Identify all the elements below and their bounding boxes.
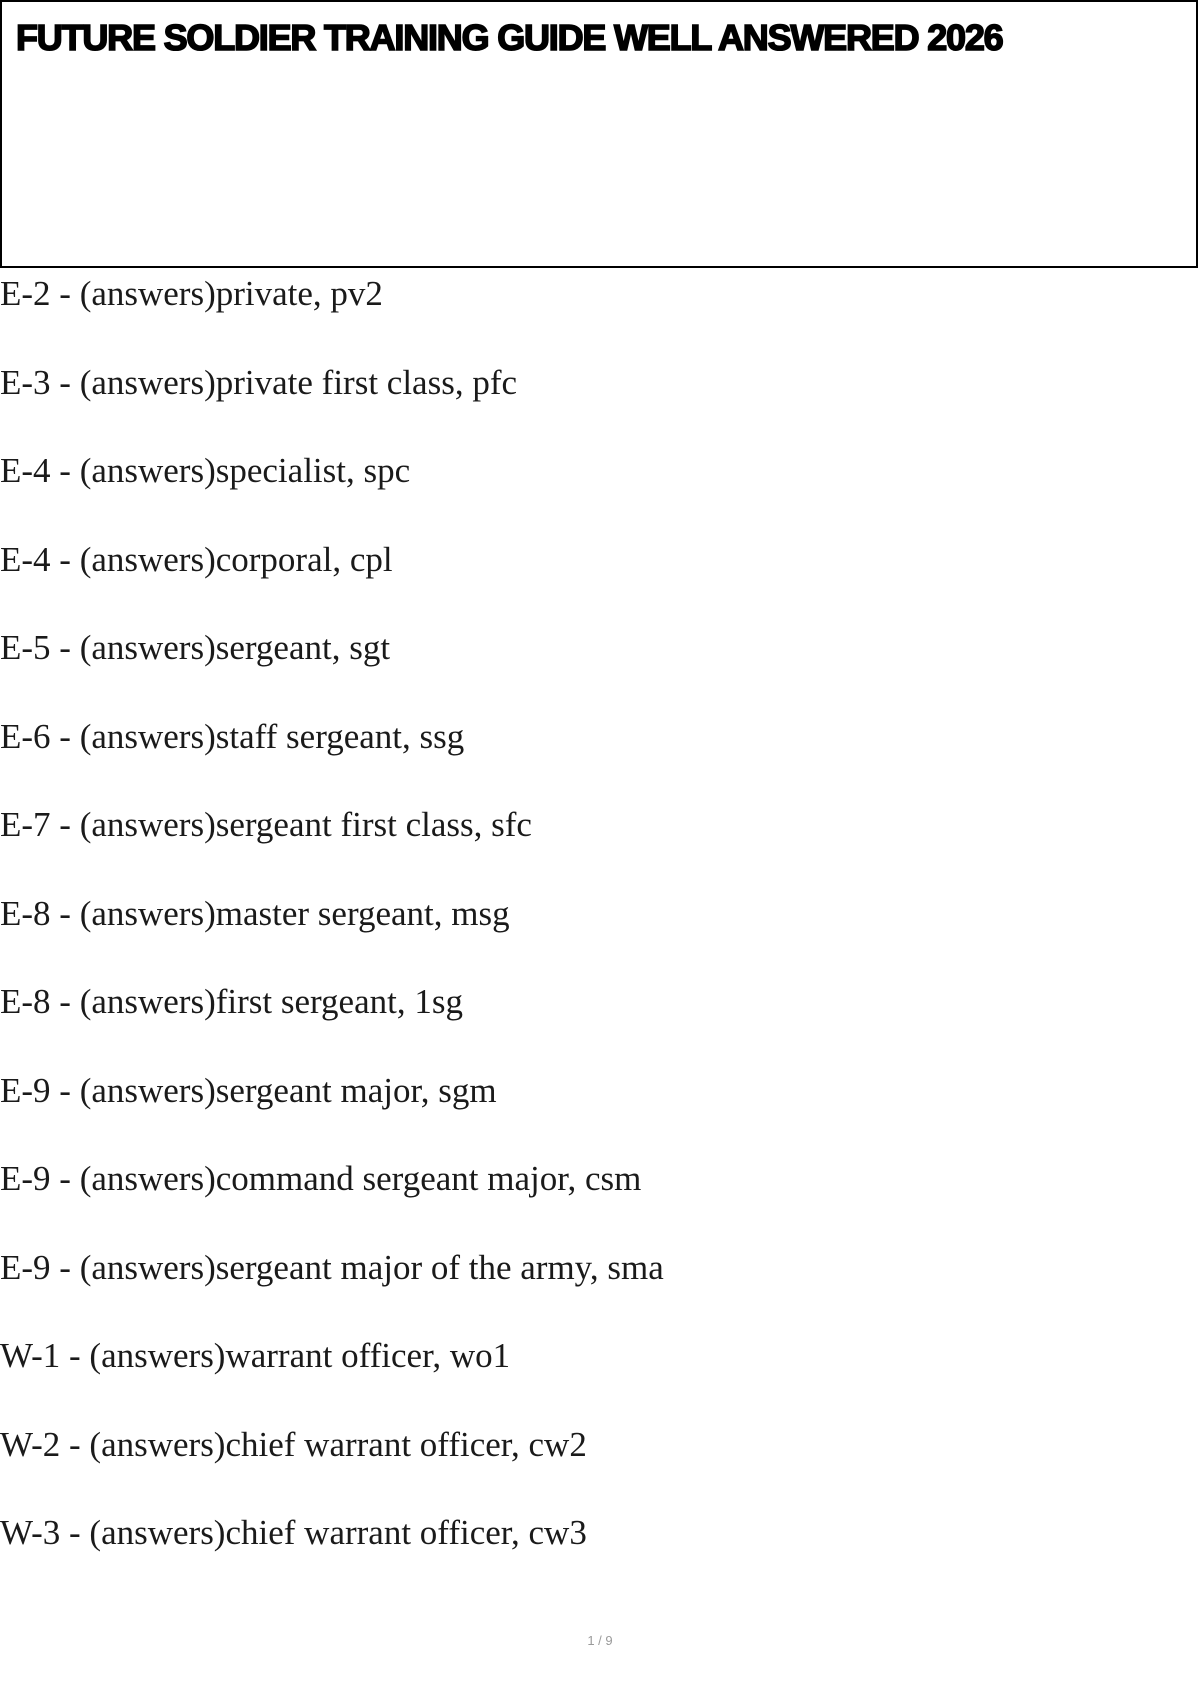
page-indicator: 1 / 9 (587, 1633, 613, 1648)
list-item: W-1 - (answers)warrant officer, wo1 (0, 1336, 511, 1375)
title-box (0, 0, 1198, 268)
list-item: W-2 - (answers)chief warrant officer, cw2 (0, 1424, 587, 1464)
list-item: E-9 - (answers)command sergeant major, csm (0, 1159, 642, 1198)
list-item: E-3 - (answers)private first class, pfc (0, 362, 518, 402)
list-item: E-5 - (answers)sergeant, sgt (0, 628, 391, 667)
list-item: E-4 - (answers)specialist, spc (0, 451, 411, 490)
list-item: E-8 - (answers)master sergeant, msg (0, 893, 510, 933)
list-item: E-8 - (answers)first sergeant, 1sg (0, 982, 463, 1021)
answer-list (0, 268, 664, 1596)
list-item: E-9 - (answers)sergeant major of the army, sma (0, 1247, 664, 1287)
list-item: W-3 - (answers)chief warrant officer, cw3 (0, 1513, 587, 1552)
list-item: E-6 - (answers)staff sergeant, ssg (0, 716, 465, 756)
list-item: E-2 - (answers)private, pv2 (0, 274, 383, 313)
list-item: E-7 - (answers)sergeant first class, sfc (0, 805, 532, 844)
list-item: E-9 - (answers)sergeant major, sgm (0, 1070, 497, 1110)
list-item: E-4 - (answers)corporal, cpl (0, 539, 393, 579)
document-title: FUTURE SOLDIER TRAINING GUIDE WELL ANSWERED 2026 (16, 17, 1003, 58)
